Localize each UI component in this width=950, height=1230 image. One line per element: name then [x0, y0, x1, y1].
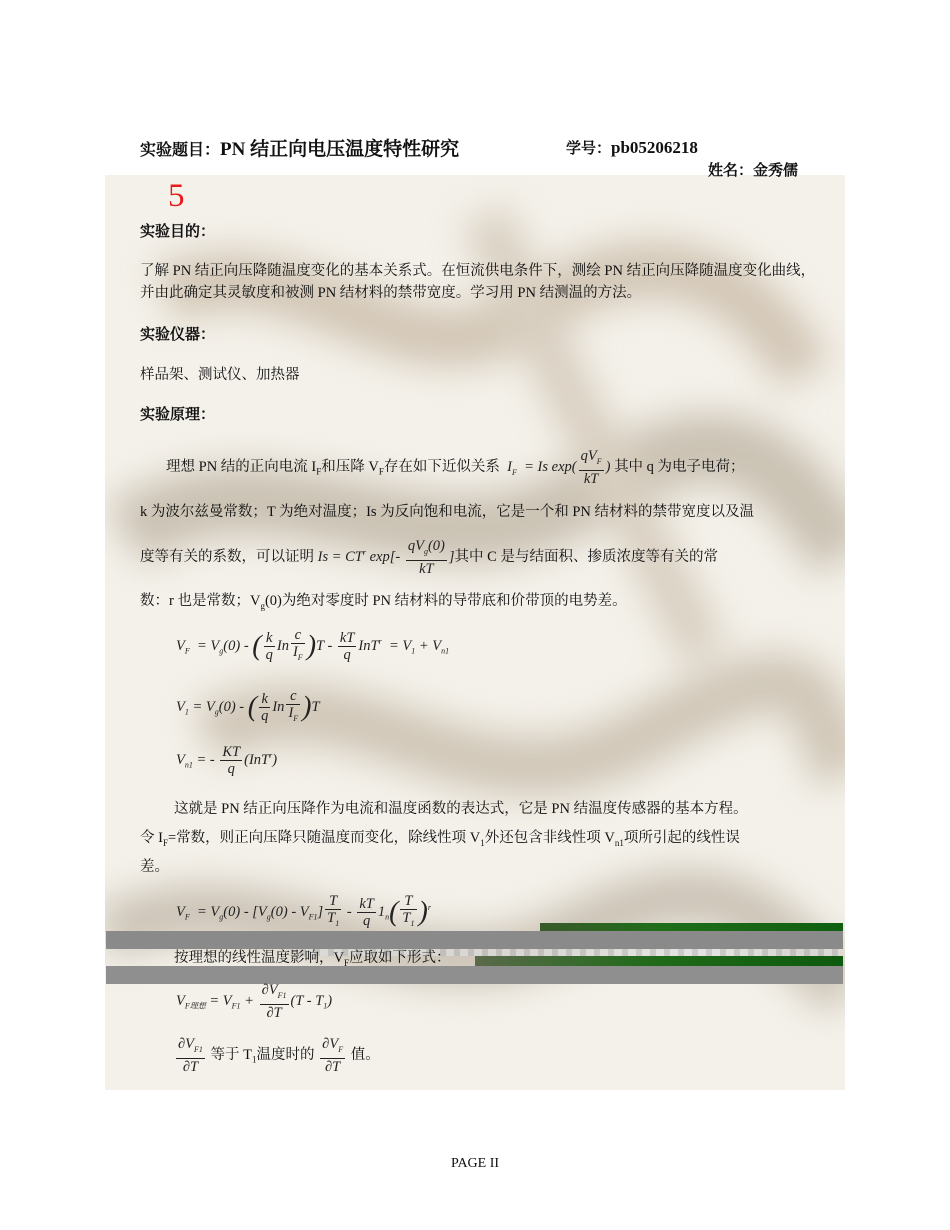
equation-vn1: $V_{n1}$ = - $\frac{KT}{q}$ (InT$^r$) — [176, 744, 278, 777]
instrument-text: 样品架、测试仪、加热器 — [140, 367, 300, 383]
principle-line-5: 这就是 PN 结正向压降作为电流和温度函数的表达式，它是 PN 结温度传感器的基本方程。 — [174, 801, 748, 817]
student-name-label: 姓名： — [708, 161, 754, 179]
title-label: 实验题目： — [140, 140, 221, 159]
principle-line-7: 差。 — [140, 859, 169, 875]
formula-if: $I_F = Is$ exp( $\frac{qV_F}{kT}$ ) — [503, 448, 611, 487]
experiment-title — [140, 134, 459, 161]
purpose-heading: 实验目的： — [140, 222, 216, 240]
equation-vf: $V_F = V_g(0)$ - ( $\frac{k}{q}$ In $\frac{c}{I_F}$ )T - $\frac{kT}{q}$ $InT^r = V_1 + V_{n1}$ — [176, 627, 450, 663]
title-text: PN 结正向电压温度特性研究 — [220, 139, 460, 160]
student-id — [566, 137, 698, 158]
page-number: PAGE II — [450, 1156, 500, 1171]
instrument-heading: 实验仪器： — [140, 325, 216, 343]
student-name-value: 金秀儒 — [753, 161, 799, 179]
formula-is: $Is = CT^r$ exp[- $\frac{qV_g(0)}{kT}$ ] — [317, 538, 455, 577]
scan-artifact — [475, 956, 843, 966]
principle-heading: 实验原理： — [140, 405, 216, 423]
principle-line-4: 数：r 也是常数；$V_g(0)$为绝对零度时 PN 结材料的导带底和价带顶的电势差。 — [140, 593, 627, 611]
equation-vf-ideal: $V_{F理想} = V_{F1}$ + $\frac{\partial V_{F1}}{\partial T}$ $(T - T_1)$ — [176, 982, 333, 1021]
equation-vf-expanded: $V_F = V_g(0) - [V_g(0) - V_{F1}]$ $\frac{T}{T_1}$ - $\frac{kT}{q}$ $1_n$( $\frac{T}{T_1}$ )$^r$ — [176, 893, 431, 929]
equation-v1: $V_1 = V_g(0)$ - ( $\frac{k}{q}$ In $\frac{c}{I_F}$ )T — [176, 688, 320, 724]
principle-line-9: $\frac{\partial V_{F1}}{\partial T}$ 等于 $T_1$温度时的 $\frac{\partial V_F}{\partial T}$ 值。 — [178, 1036, 380, 1075]
student-id-value: pb05206218 — [611, 138, 698, 157]
student-id-label: 学号： — [566, 139, 612, 157]
principle-line-2: k 为波尔兹曼常数；T 为绝对温度；Is 为反向饱和电流，它是一个和 PN 结材料的禁带宽度以及温 — [140, 504, 754, 520]
handwritten-score: 5 — [168, 178, 185, 214]
principle-line-3: 度等有关的系数，可以证明 $Is = CT^r$ exp[- $\frac{qV_g(0)}{kT}$ ]其中 C 是与结面积、掺质浓度等有关的常 — [140, 538, 718, 577]
student-name — [708, 159, 798, 180]
purpose-text: 了解 PN 结正向压降随温度变化的基本关系式。在恒流供电条件下，测绘 PN 结正向压降随温度变化曲线，并由此确定其灵敏度和被测 PN 结材料的禁带宽度。学习用 PN 结测温的方法。 — [140, 263, 816, 301]
principle-line-1: 理想 PN 结的正向电流 $I_F$和压降 $V_F$存在如下近似关系 $I_F = Is$ exp( $\frac{qV_F}{kT}$ ) 其中 q 为电子电荷； — [166, 448, 745, 487]
principle-line-6: 令 $I_F=$常数，则正向压降只随温度而变化，除线性项 $V_1$外还包含非线性项 $V_{n1}$项所引起的线性误 — [140, 830, 740, 848]
principle-line-8: 按理想的线性温度影响，$V_F$应取如下形式： — [174, 950, 451, 968]
